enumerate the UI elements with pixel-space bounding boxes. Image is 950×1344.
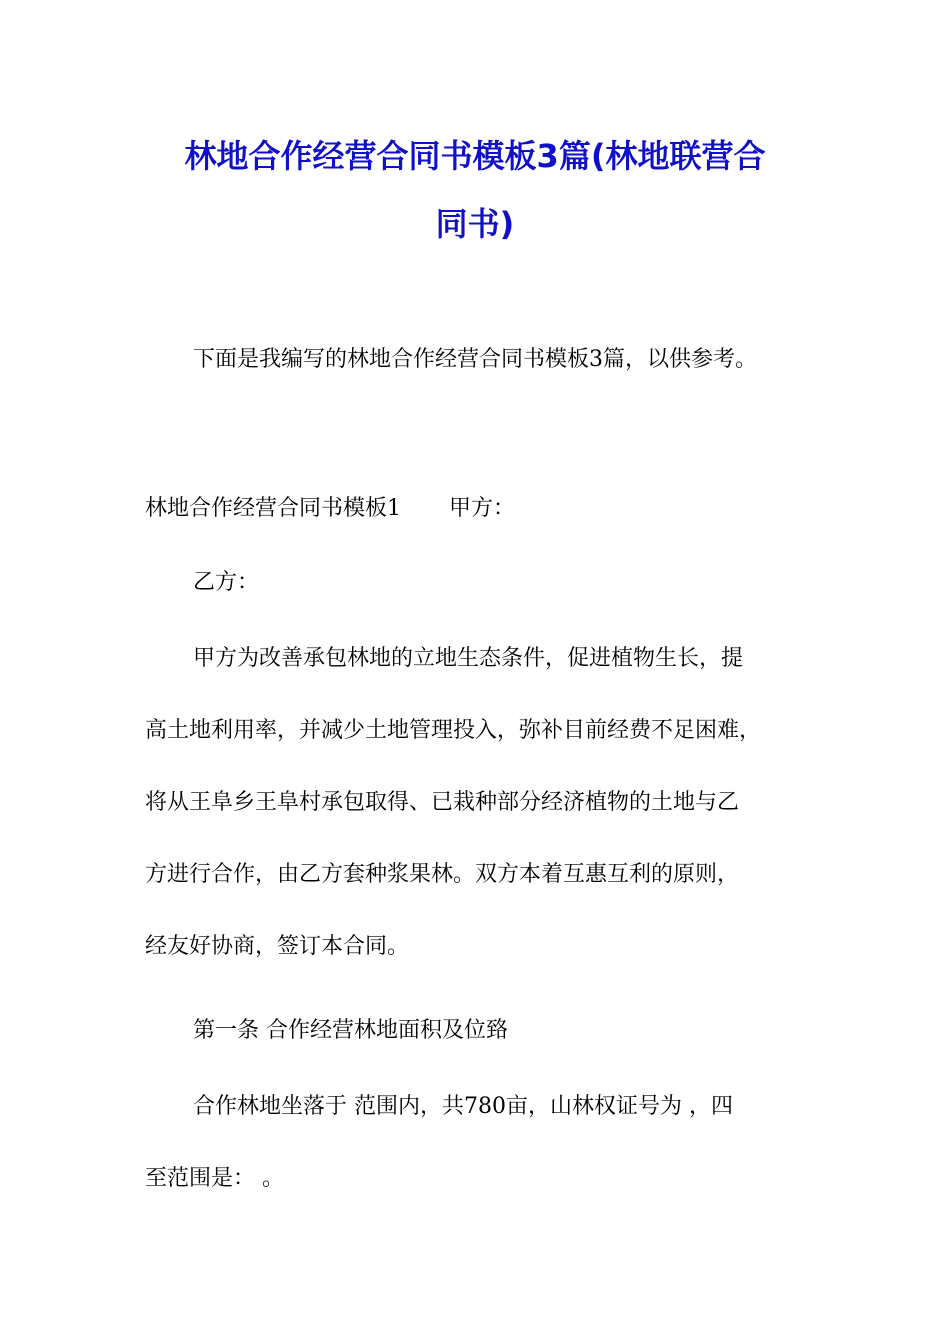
body-line: 将从王阜乡王阜村承包取得、已栽种部分经济植物的土地与乙 [145, 790, 740, 815]
template-heading-paragraph [145, 473, 825, 545]
template-heading: 林地合作经营合同书模板1 [145, 496, 401, 521]
document-title [100, 122, 850, 258]
body-line: 甲方为改善承包林地的立地生态条件，促进植物生长，提 [193, 646, 744, 671]
article1-line: 合作林地坐落于 范围内，共780亩，山林权证号为 ，四 [193, 1094, 733, 1119]
party-a-label: 甲方： [449, 496, 516, 521]
body-paragraph [145, 623, 825, 983]
intro-text: 下面是我编写的林地合作经营合同书模板3篇，以供参考。 [193, 347, 757, 372]
article1-title: 第一条 合作经营林地面积及位臵 [193, 1018, 508, 1043]
article1-title-paragraph [145, 995, 825, 1067]
title-line-2: 同书) [435, 205, 515, 243]
party-b-paragraph [145, 547, 825, 619]
party-b-label: 乙方： [193, 570, 260, 595]
intro-paragraph [145, 324, 825, 396]
title-line-1: 林地合作经营合同书模板3篇(林地联营合 [184, 137, 766, 175]
article1-line: 至范围是： 。 [145, 1166, 284, 1191]
body-line: 经友好协商，签订本合同。 [145, 934, 410, 959]
article1-paragraph [145, 1071, 825, 1215]
template-heading-line [145, 473, 825, 545]
body-line: 高土地利用率，并减少土地管理投入，弥补目前经费不足困难， [145, 718, 762, 743]
body-line: 方进行合作，由乙方套种浆果林。双方本着互惠互利的原则， [145, 862, 740, 887]
